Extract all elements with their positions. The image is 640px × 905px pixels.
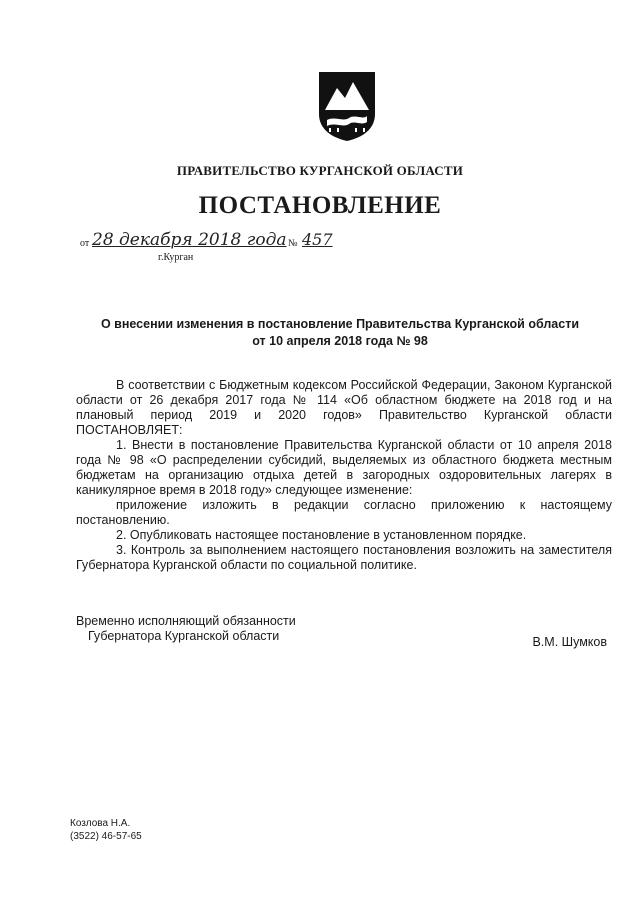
- document-type-title: ПОСТАНОВЛЕНИЕ: [198, 192, 442, 219]
- executor-phone: (3522) 46-57-65: [70, 831, 142, 842]
- executor-name: Козлова Н.А.: [70, 818, 131, 829]
- date-number-line: [80, 232, 380, 278]
- signer-position: [76, 614, 296, 644]
- handwritten-date: 28 декабря 2018 года: [92, 230, 287, 250]
- subject-line-2: от 10 апреля 2018 года № 98: [252, 334, 428, 348]
- number-label: №: [288, 238, 298, 249]
- subject-line-1: О внесении изменения в постановление Правительства Курганской области: [100, 317, 580, 331]
- item-1-detail-paragraph: приложение изложить в редакции согласно приложению к настоящему постановлению.: [76, 498, 612, 527]
- document-body: [76, 378, 612, 573]
- document-subject: [60, 316, 620, 350]
- executor-info: [70, 817, 142, 843]
- government-title: ПРАВИТЕЛЬСТВО КУРГАНСКОЙ ОБЛАСТИ: [176, 163, 464, 178]
- signer-position-line-2: Губернатора Курганской области: [88, 629, 280, 643]
- city-label: г.Курган: [158, 252, 194, 263]
- date-prefix-label: от: [80, 238, 90, 249]
- signer-name: В.М. Шумков: [532, 635, 607, 649]
- kurgan-coat-of-arms-icon: [317, 70, 377, 142]
- item-3-paragraph: 3. Контроль за выполнением настоящего постановления возложить на заместителя Губернатора Курганской области по социальной политике.: [76, 543, 612, 572]
- signer-position-line-1: Временно исполняющий обязанности: [76, 614, 296, 628]
- item-2-paragraph: 2. Опубликовать настоящее постановление в установленном порядке.: [116, 528, 527, 542]
- preamble-paragraph: В соответствии с Бюджетным кодексом Российской Федерации, Законом Курганской области от 26 декабря 2017 года № 114 «Об областном бюджете на 2018 год и на плановый период 2019 и 2020 годов» Правительство Курганской области ПОСТАНОВЛЯЕТ:: [76, 378, 612, 437]
- item-1-paragraph: 1. Внести в постановление Правительства Курганской области от 10 апреля 2018 года № 98 «О распределении субсидий, выделяемых из областного бюджета местным бюджетам на организацию отдыха детей в загородных оздоровительных лагерях в каникулярное время в 2018 году» следующее изменение:: [76, 438, 612, 497]
- handwritten-number: 457: [302, 230, 333, 249]
